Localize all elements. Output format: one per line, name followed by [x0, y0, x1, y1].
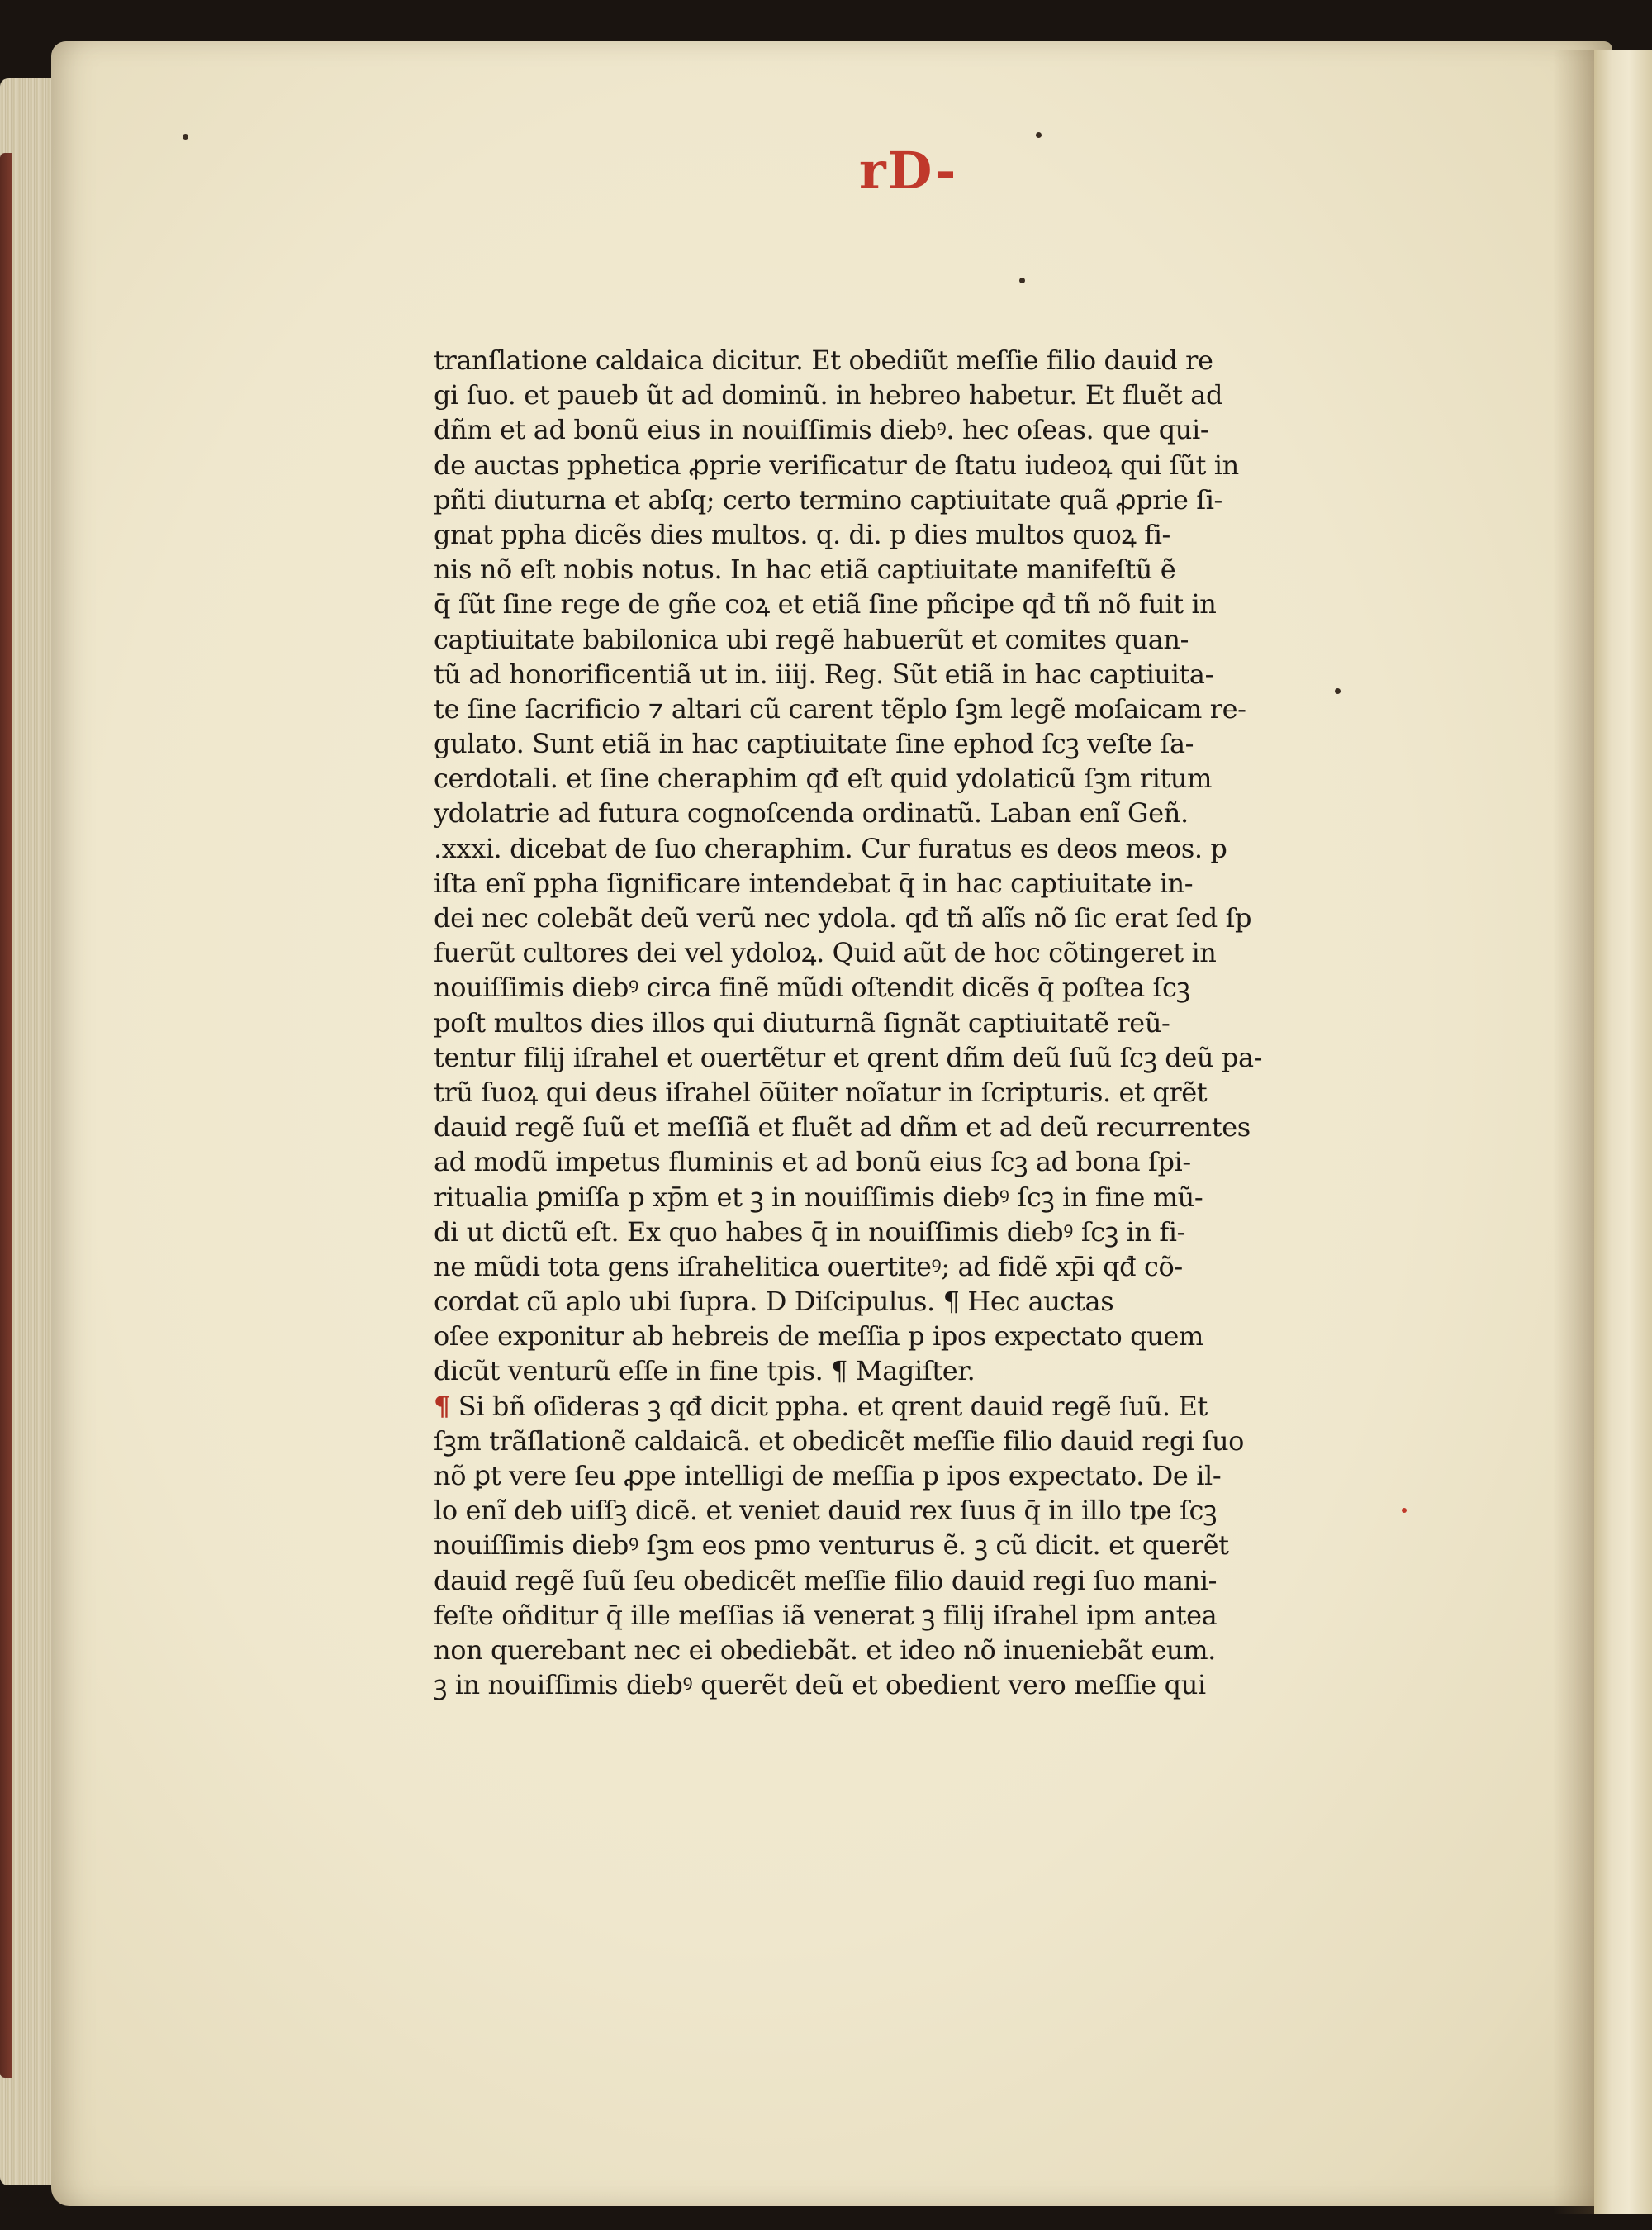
text-line [434, 1458, 1326, 1493]
text-line-content: nõ ꝑt vere ſeu ꝓpe intelligi de meſſia p ipos expectato. De il- [434, 1460, 1222, 1491]
text-line [434, 378, 1326, 412]
ink-speck [1036, 132, 1042, 138]
text-line [434, 1319, 1326, 1353]
text-line-content: feſte oñditur q̄ ille meſſias iã venerat ꝫ filij iſrahel ipm antea [434, 1599, 1218, 1631]
text-line-content: nouiſſimis diebꝰ ſꝫm eos pmo venturus ẽ. ꝫ cũ dicit. et querẽt [434, 1529, 1229, 1562]
text-line [434, 901, 1326, 935]
text-line-content: ſꝫm trãſlationẽ caldaicã. et obedicẽt meſſie filio dauid regi ſuo [434, 1424, 1245, 1457]
text-line-content: dei nec colebãt deũ verũ nec ydola. qđ tñ alĩs nõ ſic erat ſed ſp [434, 902, 1252, 934]
text-line [434, 1110, 1326, 1144]
text-line [434, 1353, 1326, 1388]
text-line-content: dauid regẽ ſuũ ſeu obedicẽt meſſie filio dauid regi ſuo mani- [434, 1564, 1218, 1596]
text-line [434, 1493, 1326, 1528]
text-line [434, 1144, 1326, 1179]
text-line-content: ritualia ꝑmiſſa p xp̄m et ꝫ in nouiſſimis diebꝰ ſcꝫ in fine mũ- [434, 1181, 1203, 1213]
text-line [434, 1528, 1326, 1562]
red-speck [1402, 1508, 1407, 1513]
text-line [434, 517, 1326, 552]
text-line [434, 1284, 1326, 1319]
text-line-content: ad modũ impetus fluminis et ad bonũ eius ſcꝫ ad bona ſpi- [434, 1146, 1191, 1178]
text-line-content: dñm et ad bonũ eius in nouiſſimis diebꝰ. hec oſeas. que qui- [434, 414, 1209, 446]
text-line-content: di ut dictũ eſt. Ex quo habes q̄ in nouiſſimis diebꝰ ſcꝫ in fi- [434, 1215, 1186, 1248]
rubric-pilcrow: ¶ [434, 1390, 450, 1422]
text-line-content: de auctas pphetica ꝓprie verificatur de ſtatu iudeoꝝ qui ſũt in [434, 449, 1239, 481]
text-line-content: te ſine ſacrificio ⁊ altari cũ carent tẽplo ſꝫm legẽ moſaicam re- [434, 692, 1246, 725]
signature-mark: rD- [859, 140, 958, 201]
text-line-content: lo enĩ deb uiſſꝫ dicẽ. et veniet dauid rex ſuus q̄ in illo tpe ſcꝫ [434, 1495, 1218, 1527]
text-line-content: poſt multos dies illos qui diuturnã ſignãt captiuitatẽ reũ- [434, 1006, 1170, 1039]
ink-speck [183, 134, 188, 140]
text-line [434, 622, 1326, 657]
text-line-content: nis nõ eſt nobis notus. In hac etiã captiuitate manifeſtũ ẽ [434, 554, 1176, 586]
text-line-content: iſta enĩ ppha ſignificare intendebat q̄ in hac captiuitate in- [434, 867, 1194, 899]
text-line [434, 935, 1326, 970]
text-line [434, 866, 1326, 901]
text-line [434, 1180, 1326, 1215]
text-line-content: gnat ppha dicẽs dies multos. q. di. p dies multos quoꝝ fi- [434, 518, 1170, 550]
text-line [434, 1598, 1326, 1633]
text-line [434, 1006, 1326, 1040]
text-line-content: fuerũt cultores dei vel ydoloꝝ. Quid aũt de hoc cõtingeret in [434, 937, 1217, 969]
text-line-content: gulato. Sunt etiã in hac captiuitate ſine ephod ſcꝫ veſte ſa- [434, 728, 1194, 760]
text-line-content: cordat cũ aplo ubi ſupra. D Diſcipulus. ¶ Hec auctas [434, 1286, 1114, 1318]
text-line-content: gi ſuo. et paueb ũt ad dominũ. in hebreo habetur. Et fluẽt ad [434, 379, 1223, 411]
text-line-content: pñti diuturna et abſq; certo termino captiuitate quã ꝓprie ſi- [434, 483, 1222, 516]
text-line-content: trũ ſuoꝝ qui deus iſrahel ōũiter noĩatur in ſcripturis. et qrẽt [434, 1076, 1208, 1108]
text-line [434, 1215, 1326, 1249]
text-line [434, 448, 1326, 483]
text-line [434, 831, 1326, 866]
text-line-content: .xxxi. dicebat de ſuo cheraphim. Cur furatus es deos meos. p [434, 832, 1227, 864]
text-line [434, 1389, 1326, 1424]
text-line [434, 1424, 1326, 1458]
text-line-content: Si bñ oſideras ꝫ qđ dicit ppha. et qrent dauid regẽ ſuũ. Et [449, 1390, 1208, 1422]
text-line [434, 726, 1326, 761]
facing-page-edge [1594, 50, 1652, 2214]
text-line [434, 1633, 1326, 1667]
text-line [434, 1075, 1326, 1110]
text-line [434, 552, 1326, 587]
text-line-content: ne mũdi tota gens iſrahelitica ouertiteꝰ; ad fidẽ xp̄i qđ cõ- [434, 1250, 1183, 1282]
text-line [434, 483, 1326, 517]
text-line [434, 412, 1326, 447]
text-line-content: tũ ad honorificentiã ut in. iiij. Reg. Sũt etiã in hac captiuita- [434, 658, 1214, 690]
text-line [434, 796, 1326, 830]
text-line-content: oſee exponitur ab hebreis de meſſia p ipos expectato quem [434, 1320, 1203, 1353]
text-line-content: tentur filij iſrahel et ouertẽtur et qrent dñm deũ ſuũ ſcꝫ deũ pa- [434, 1041, 1263, 1073]
text-line [434, 692, 1326, 726]
text-line [434, 1249, 1326, 1284]
text-line-content: ydolatrie ad futura cognoſcenda ordinatũ. Laban enĩ Geñ. [434, 797, 1189, 830]
ink-speck [1335, 688, 1341, 694]
text-line-content: non querebant nec ei obediebãt. et ideo nõ inueniebãt eum. [434, 1633, 1216, 1666]
text-line-content: q̄ ſũt ſine rege de gñe coꝝ et etiã ſine pñcipe qđ tñ nõ fuit in [434, 588, 1217, 621]
text-line [434, 343, 1326, 378]
text-line [434, 1667, 1326, 1702]
text-line-content: ꝫ in nouiſſimis diebꝰ querẽt deũ et obedient vero meſſie qui [434, 1669, 1206, 1701]
text-line [434, 1563, 1326, 1598]
text-line [434, 657, 1326, 692]
text-line-content: cerdotali. et ſine cheraphim qđ eſt quid ydolaticũ ſꝫm ritum [434, 763, 1213, 795]
text-line [434, 587, 1326, 621]
text-block [434, 343, 1326, 1702]
text-line-content: captiuitate babilonica ubi regẽ habuerũt et comites quan- [434, 623, 1189, 655]
text-line-content: dauid regẽ ſuũ et meſſiã et fluẽt ad dñm et ad deũ recurrentes [434, 1111, 1251, 1144]
text-line [434, 1040, 1326, 1075]
text-line-content: nouiſſimis diebꝰ circa finẽ mũdi oſtendit dicẽs q̄ poſtea ſcꝫ [434, 972, 1190, 1004]
text-line-content: tranſlatione caldaica dicitur. Et obediũt meſſie filio dauid re [434, 345, 1213, 376]
ink-speck [1019, 278, 1025, 283]
text-line [434, 761, 1326, 796]
text-line [434, 970, 1326, 1005]
text-line-content: dicũt venturũ eſſe in fine tpis. ¶ Magiſter. [434, 1355, 976, 1387]
